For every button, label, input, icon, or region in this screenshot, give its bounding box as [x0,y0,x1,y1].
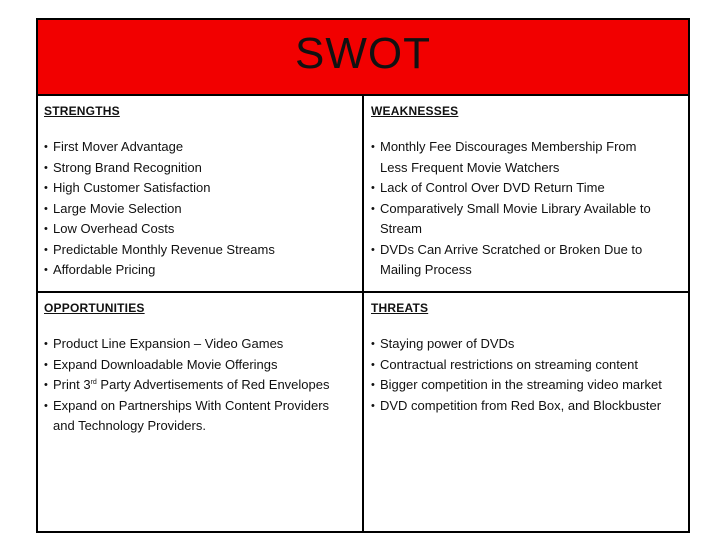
bullet-icon: • [371,202,375,215]
list-item [44,137,275,158]
item-text: Affordable Pricing [53,262,156,277]
opportunities-list [44,334,330,437]
bullet-icon: • [44,358,48,371]
list-item [371,355,662,376]
list-item [371,375,662,396]
threats-heading: THREATS [371,301,429,315]
list-item [371,334,662,355]
item-text-continued: Stream [380,221,422,236]
bullet-icon: • [44,264,48,276]
list-item [44,396,330,437]
list-item [44,260,275,281]
item-text: Expand on Partnerships With Content Providers [53,397,330,413]
list-item [371,137,651,178]
strengths-list [44,137,275,281]
item-text: DVDs Can Arrive Scratched or Broken Due to [380,241,643,257]
weaknesses-heading: WEAKNESSES [371,104,459,118]
item-text: Monthly Fee Discourages Membership From [380,139,637,154]
opportunities-heading: OPPORTUNITIES [44,301,145,315]
weaknesses-list [371,137,651,281]
slide-title: SWOT [295,29,431,78]
list-item [371,240,651,281]
item-text: Low Overhead Costs [53,221,175,236]
item-text: Lack of Control Over DVD Return Time [380,180,605,195]
bullet-icon: • [44,399,48,412]
bullet-icon: • [44,182,48,194]
bullet-icon: • [371,182,375,194]
bullet-icon: • [44,161,48,174]
item-text: Product Line Expansion – Video Games [53,336,284,351]
list-item [371,199,651,240]
bullet-icon: • [371,243,375,256]
item-text: Print 3 [53,377,91,392]
title-bar [38,20,688,96]
item-text: Predictable Monthly Revenue Streams [53,241,275,257]
list-item [44,355,330,376]
opportunities-quadrant [38,293,364,531]
bullet-icon: • [371,399,375,412]
threats-list [371,334,662,416]
item-text: Bigger competition in the streaming video market [380,377,662,392]
item-text: Staying power of DVDs [380,336,515,351]
item-text: First Mover Advantage [53,139,184,154]
list-item [44,178,275,199]
list-item [44,240,275,261]
bullet-icon: • [44,379,48,391]
bullet-icon: • [44,202,48,215]
bullet-icon: • [371,358,375,371]
bullet-icon: • [44,141,48,153]
list-item [44,219,275,240]
item-text-continued: Mailing Process [380,262,472,277]
strengths-quadrant [38,96,364,293]
item-text: Strong Brand Recognition [53,159,202,175]
swot-slide [36,18,690,533]
bullet-icon: • [44,243,48,256]
bullet-icon: • [371,379,375,391]
strengths-heading: STRENGTHS [44,104,120,118]
bullet-icon: • [44,338,48,350]
item-text: Contractual restrictions on streaming content [380,356,638,372]
item-text: Expand Downloadable Movie Offerings [53,356,278,372]
ordinal-superscript: rd [90,379,97,386]
bullet-icon: • [371,141,375,153]
bullet-icon: • [371,338,375,350]
item-text: High Customer Satisfaction [53,180,211,195]
weaknesses-quadrant [364,96,688,293]
item-text: DVD competition from Red Box, and Blockbuster [380,397,662,413]
item-text-continued: and Technology Providers. [53,418,206,433]
item-text: Large Movie Selection [53,200,182,216]
threats-quadrant [364,293,688,531]
item-text: Comparatively Small Movie Library Available to [380,200,651,216]
list-item [371,178,651,199]
list-item [44,334,330,355]
item-text-suffix: Party Advertisements of Red Envelopes [96,377,330,392]
list-item [44,158,275,179]
list-item [44,375,330,396]
list-item [44,199,275,220]
list-item [371,396,662,417]
bullet-icon: • [44,223,48,235]
item-text-continued: Less Frequent Movie Watchers [380,159,560,175]
